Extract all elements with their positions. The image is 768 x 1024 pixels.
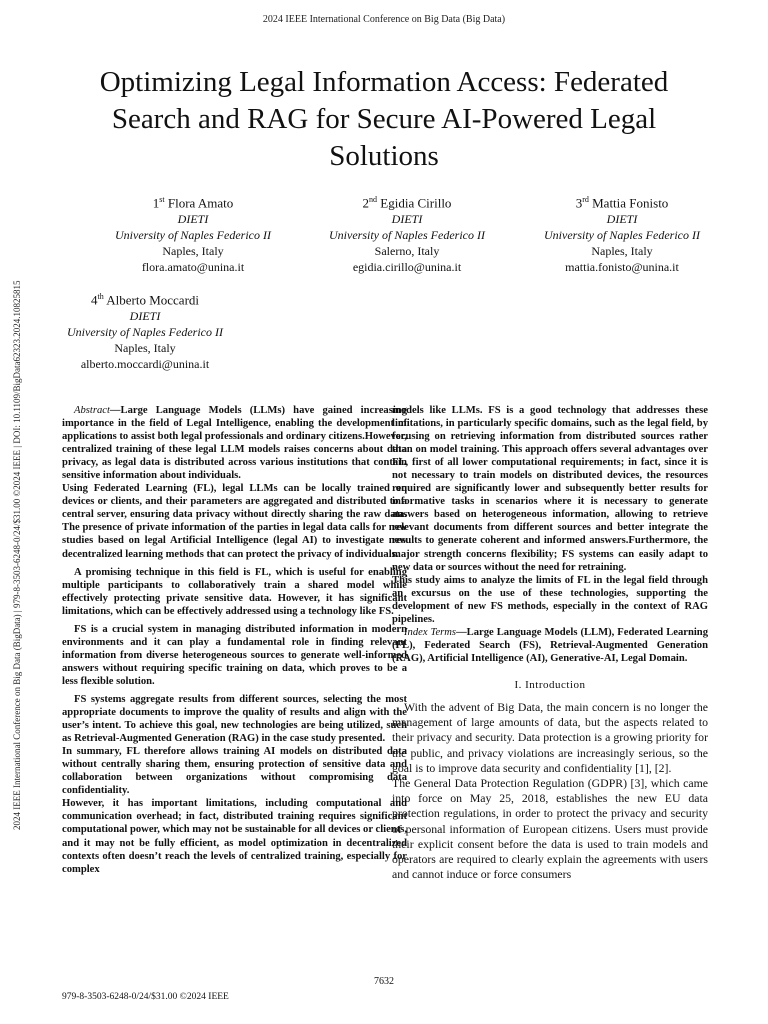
author-dept: DIETI (391, 212, 423, 227)
author-city: Salerno, Italy (374, 244, 440, 259)
index-terms-label: Index Terms (404, 626, 457, 638)
abstract-paragraph: Abstract—Large Language Models (LLMs) have gained increasing importance in the field of Legal Intelligence, enabling the development of applications to assist both legal professionals and ordinary citizens.However, centralized training of these legal LLM models raises concerns about data privacy, as legal data is distributed across various institutions that contain sensitive information about individuals. (62, 405, 407, 482)
author-city: Naples, Italy (162, 244, 224, 259)
page-number: 7632 (374, 976, 394, 987)
author-name: 2nd Egidia Cirillo (362, 195, 452, 211)
author-dept: DIETI (177, 212, 209, 227)
intro-paragraph: With the advent of Big Data, the main concern is no longer the management of large amounts of data, but the aspects related to their privacy and security. Data protection is a growing priority for the public, and privacy violations are increasingly serious, so the goal is to improve data security and confidentiality [1], [2]. (392, 699, 708, 775)
author-name: 3rd Mattia Fonisto (575, 195, 669, 211)
abstract-paragraph: In summary, FL therefore allows training AI models on distributed data without centrally sharing them, ensuring protection of sensitive data and collaboration between organizations without compromising data confidentiality. (62, 746, 407, 797)
author-block-2 (307, 192, 507, 275)
author-block-3 (522, 192, 722, 275)
author-name: 4th Alberto Moccardi (90, 292, 200, 308)
paper-title: Optimizing Legal Information Access: Federated Search and RAG for Secure AI-Powered Legal Solutions (99, 66, 669, 172)
author-affiliation: University of Naples Federico II (329, 228, 485, 243)
author-block-4 (45, 289, 245, 372)
author-email: alberto.moccardi@unina.it (80, 357, 210, 372)
intro-paragraph: The General Data Protection Regulation (GDPR) [3], which came into force on May 25, 2018, establishes the new EU data protection regulations, in order to protect the privacy and security of personal information of European citizens. Users must provide their explicit consent before the data is used to train models and operators are required to clearly explain the agreements with users and cannot induce or force consumers (392, 776, 708, 882)
author-affiliation: University of Naples Federico II (115, 228, 271, 243)
author-dept: DIETI (606, 212, 638, 227)
abstract-paragraph: FS is a crucial system in managing distributed information in modern environments and it can play a fundamental role in finding relevant information from diverse heterogeneous sources to generate well-informed answers without requiring specific training on data, which proves to be a less flexible solution. (62, 623, 407, 687)
author-email: egidia.cirillo@unina.it (352, 260, 462, 275)
right-column (392, 404, 708, 882)
side-doi-text: 2024 IEEE International Conference on Big Data (BigData) | 979-8-3503-6248-0/24/$31.00 ©2024 IEEE | DOI: 10.1109/BigData62323.2024.10825815 (12, 280, 22, 830)
author-dept: DIETI (129, 309, 161, 324)
author-block-1 (93, 192, 293, 275)
abstract-paragraph: A promising technique in this field is FL, which is useful for enabling multiple participants to collaboratively train a shared model while effectively protecting private sensitive data. However, it has significant limitations, which can be effectively addressed using a technology like FS. (62, 566, 407, 617)
abstract-label: Abstract (74, 405, 110, 416)
copyright-footer: 979-8-3503-6248-0/24/$31.00 ©2024 IEEE (62, 992, 229, 1002)
author-affiliation: University of Naples Federico II (544, 228, 700, 243)
abstract-paragraph-continuation: models like LLMs. FS is a good technology that addresses these limitations, in particularly specific domains, such as the legal field, by focusing on retrieving information from distributed sources rather than on model training. This approach offers several advantages over FL, first of all lower computational requirements; in fact, since it is not necessary to train models on distributed devices, the resources required are significantly lower and subsequently better results for informative tasks in scenarios where it is necessary to generate answers based on heterogeneous information, allowing to retrieve relevant documents from different sources and better integrate the results to generate coherent and informed answers.Furthermore, the major strength concerns flexibility; FS systems can easily adapt to new data or sources without the need for retraining. (392, 405, 708, 573)
section-heading: I. Introduction (514, 678, 586, 691)
index-terms: Index Terms—Large Language Models (LLM), Federated Learning (FL), Federated Search (FS), Retrieval-Augmented Generation (RAG), Artificial Intelligence (AI), Generative-AI, Legal Domain. (392, 626, 708, 664)
author-city: Naples, Italy (114, 341, 176, 356)
abstract-paragraph: FS systems aggregate results from different sources, selecting the most appropriate documents to improve the quality of results and align with the user’s intent. To achieve this goal, new technologies are being utilized, such as Retrieval-Augmented Generation (RAG) in the case study presented. (62, 693, 407, 745)
author-name: 1st Flora Amato (152, 195, 234, 211)
author-affiliation: University of Naples Federico II (67, 325, 223, 340)
author-city: Naples, Italy (591, 244, 653, 259)
conference-header: 2024 IEEE International Conference on Big Data (Big Data) (262, 14, 506, 25)
left-column (62, 404, 407, 876)
abstract-paragraph-continued: However, it has important limitations, including computational and communication overhead; in fact, distributed training requires significant computational power, which may not be sustainable for all devices or clients, and it may not be fully efficient, as model optimization in decentralized contexts often doesn’t reach the levels of centralized training, especially for complex (62, 798, 407, 875)
author-email: mattia.fonisto@unina.it (565, 260, 679, 275)
abstract-paragraph: This study aims to analyze the limits of FL in the legal field through an excursus on the use of these technologies, supporting the development of new FS methods, especially in the context of RAG pipelines. (392, 574, 708, 625)
author-email: flora.amato@unina.it (141, 260, 245, 275)
abstract-paragraph: Using Federated Learning (FL), legal LLMs can be locally trained on devices or clients, and their parameters are aggregated and distributed to a central server, ensuring data privacy without directly sharing the raw data. The presence of private information of the parties in legal data calls for new studies based on legal Artificial Intelligence (legal AI) to investigate new decentralized learning methods that can protect the privacy of individuals. (62, 483, 407, 560)
